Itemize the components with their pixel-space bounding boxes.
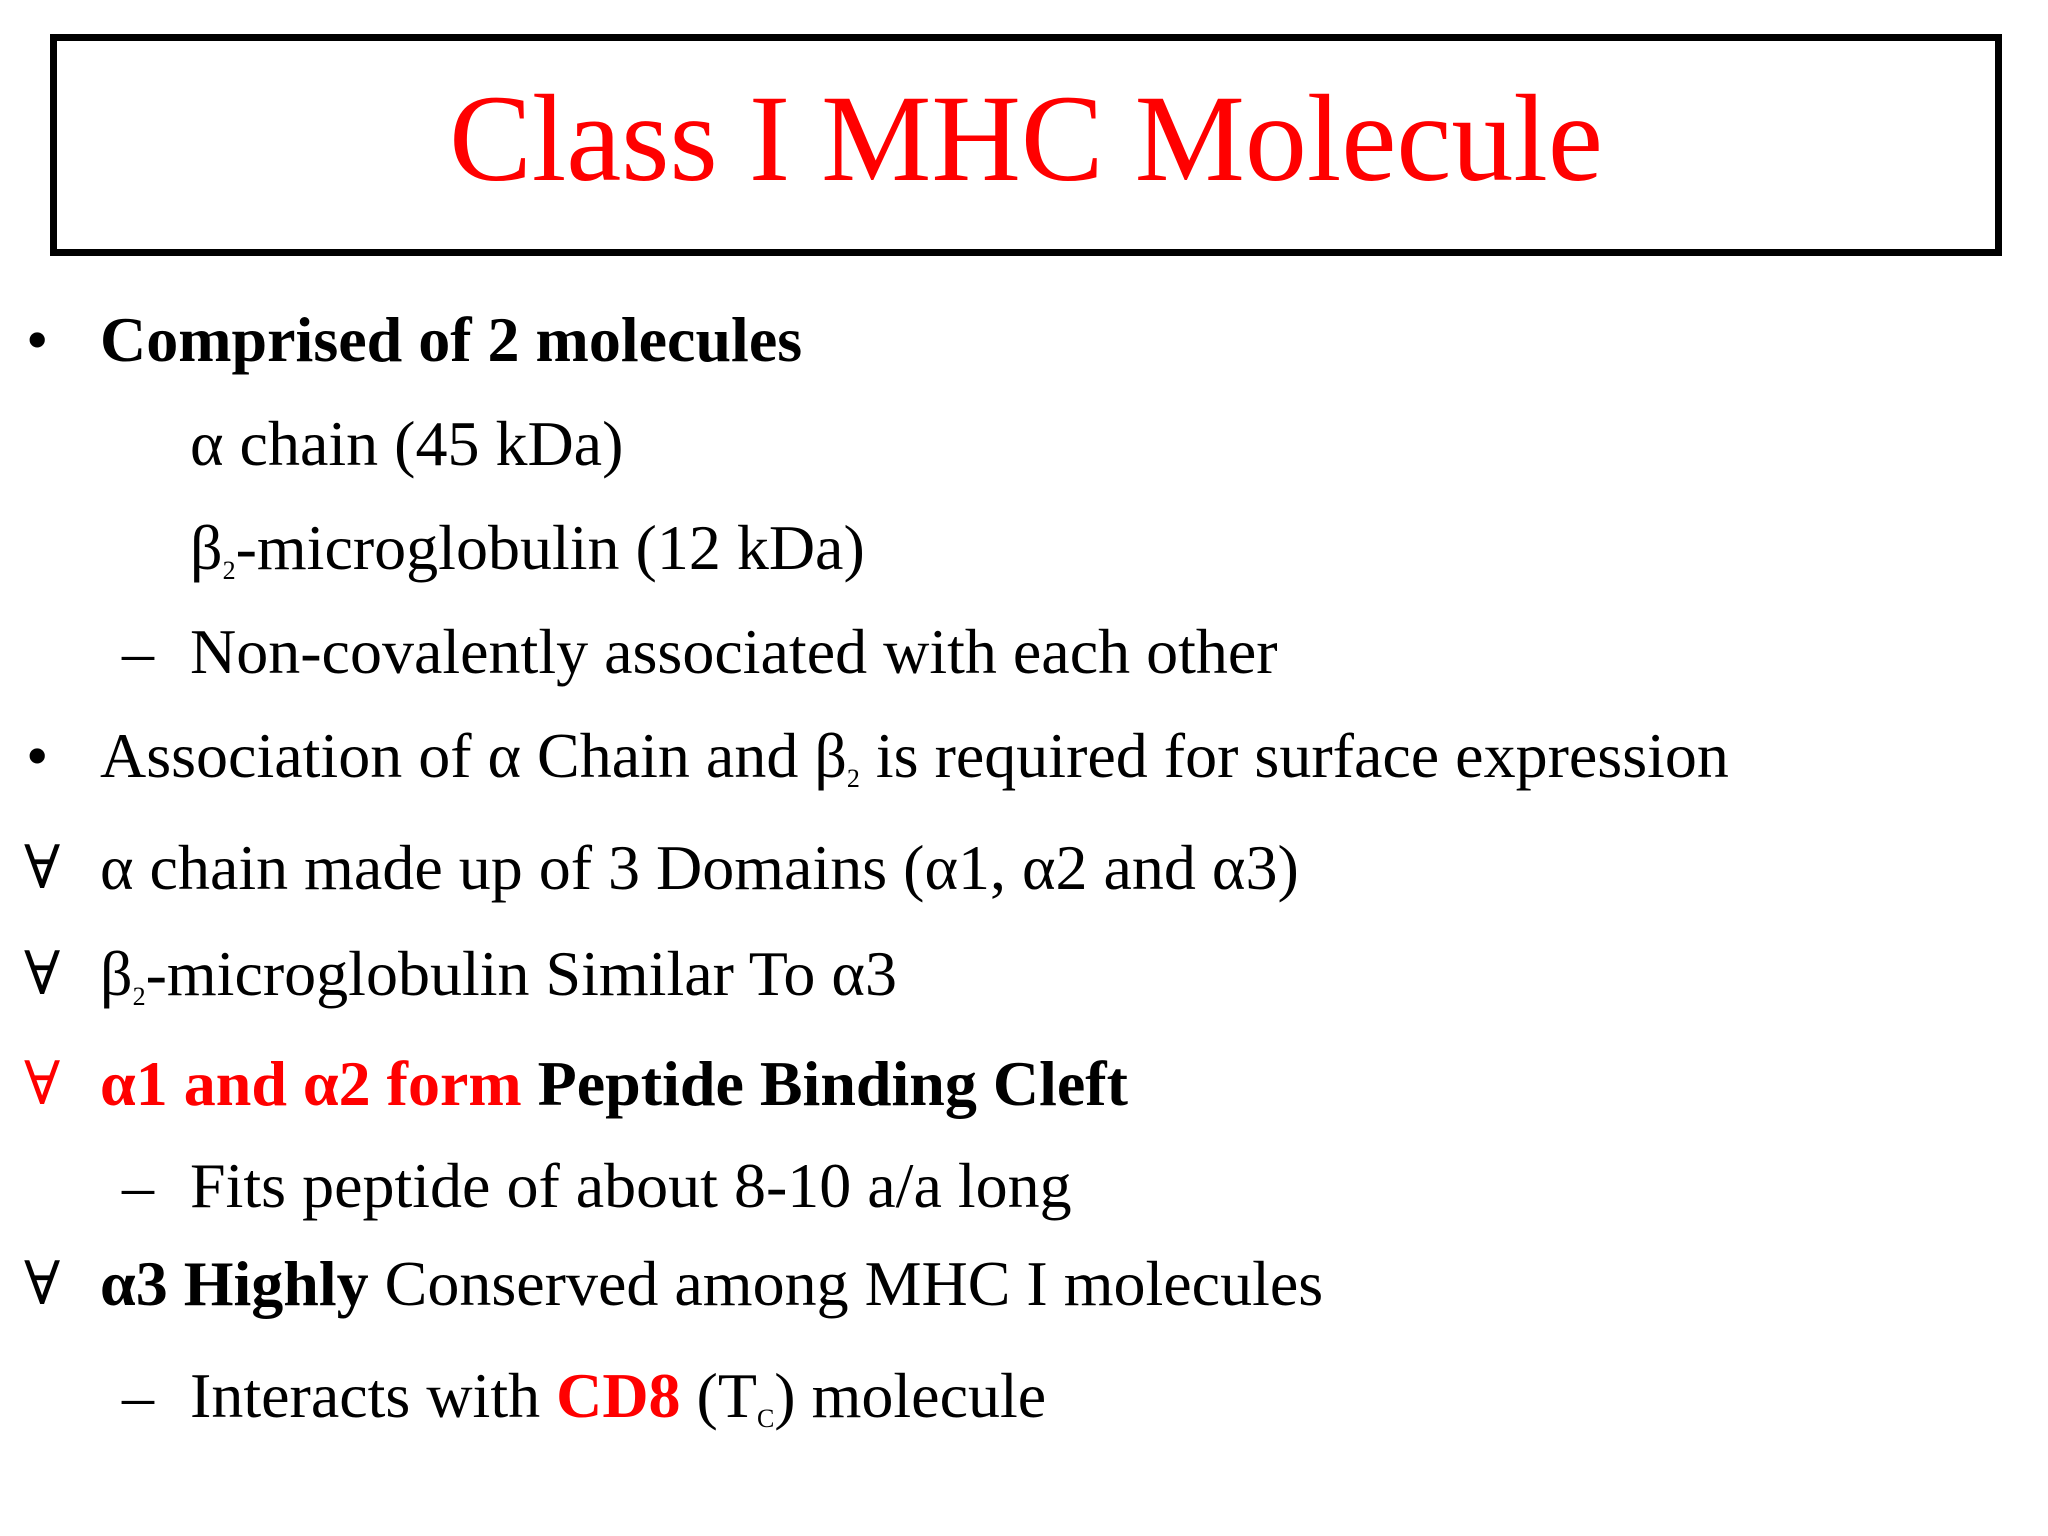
beta-subscript: 2	[132, 982, 146, 1011]
binding-cleft-red-text: α1 and α2 form	[100, 1048, 538, 1119]
dash-line-cd8	[0, 1356, 2048, 1436]
line-conserved	[100, 1244, 1323, 1324]
beta-subscript: 2	[222, 556, 236, 585]
forall-marker: ∀	[24, 941, 61, 1007]
dash-marker: –	[122, 1150, 154, 1221]
association-mid: Chain and	[521, 720, 815, 791]
dash-line-noncovalent	[0, 612, 2048, 692]
line-comprised: Comprised of 2 molecules	[100, 304, 803, 375]
forall-marker: ∀	[24, 1251, 61, 1317]
dash-marker: –	[122, 616, 154, 687]
line-association	[100, 716, 1729, 819]
bullet-line-association	[0, 716, 2048, 796]
beta2-text: -microglobulin (12 kDa)	[235, 512, 865, 583]
beta-symbol: β	[190, 512, 223, 583]
beta2-similar-text: -microglobulin Similar To α3	[145, 938, 897, 1009]
cd8-label: CD8	[556, 1360, 681, 1431]
dash-line-fits-peptide	[0, 1146, 2048, 1226]
line-cd8	[190, 1356, 1046, 1459]
forall-marker: ∀	[24, 835, 61, 901]
beta-subscript: 2	[846, 764, 860, 793]
line-fits-peptide: Fits peptide of about 8-10 a/a long	[190, 1150, 1072, 1221]
line-binding-cleft	[100, 1044, 1128, 1124]
forall-marker: ∀	[24, 1051, 61, 1117]
association-post: is required for surface expression	[859, 720, 1729, 791]
cd8-pre: Interacts with	[190, 1360, 557, 1431]
alpha-chain-text: chain (45 kDa)	[223, 408, 624, 479]
beta-symbol: β	[100, 938, 133, 1009]
sub-line-beta2	[0, 508, 2048, 588]
alpha-symbol: α	[190, 408, 224, 479]
tc-subscript: C	[756, 1404, 775, 1433]
title-box	[50, 34, 2002, 256]
dash-marker: –	[122, 1360, 154, 1431]
conserved-text: Conserved among MHC I molecules	[368, 1248, 1324, 1319]
line-alpha-chain	[190, 404, 623, 484]
bullet-marker: •	[26, 720, 49, 791]
forall-line-conserved	[0, 1244, 2048, 1324]
conserved-bold-text: α3 Highly	[100, 1248, 369, 1319]
forall-line-beta2-similar	[0, 934, 2048, 1014]
line-beta2-microglobulin	[190, 508, 865, 611]
forall-line-binding-cleft	[0, 1044, 2048, 1124]
bullet-marker: •	[26, 304, 49, 375]
slide-title: Class I MHC Molecule	[449, 70, 1603, 207]
forall-line-domains	[0, 828, 2048, 908]
cd8-mid: (T	[680, 1360, 757, 1431]
line-noncovalent: Non-covalently associated with each other	[190, 616, 1278, 687]
sub-line-alpha-chain	[0, 404, 2048, 484]
beta-symbol: β	[814, 720, 847, 791]
binding-cleft-bold-text: Peptide Binding Cleft	[537, 1048, 1128, 1119]
alpha-symbol: α	[487, 720, 522, 791]
cd8-post: ) molecule	[774, 1360, 1047, 1431]
association-pre: Association of	[100, 720, 488, 791]
line-beta2-similar	[100, 934, 897, 1037]
line-domains: α chain made up of 3 Domains (α1, α2 and α3)	[100, 832, 1299, 903]
bullet-line-1	[0, 300, 2048, 380]
